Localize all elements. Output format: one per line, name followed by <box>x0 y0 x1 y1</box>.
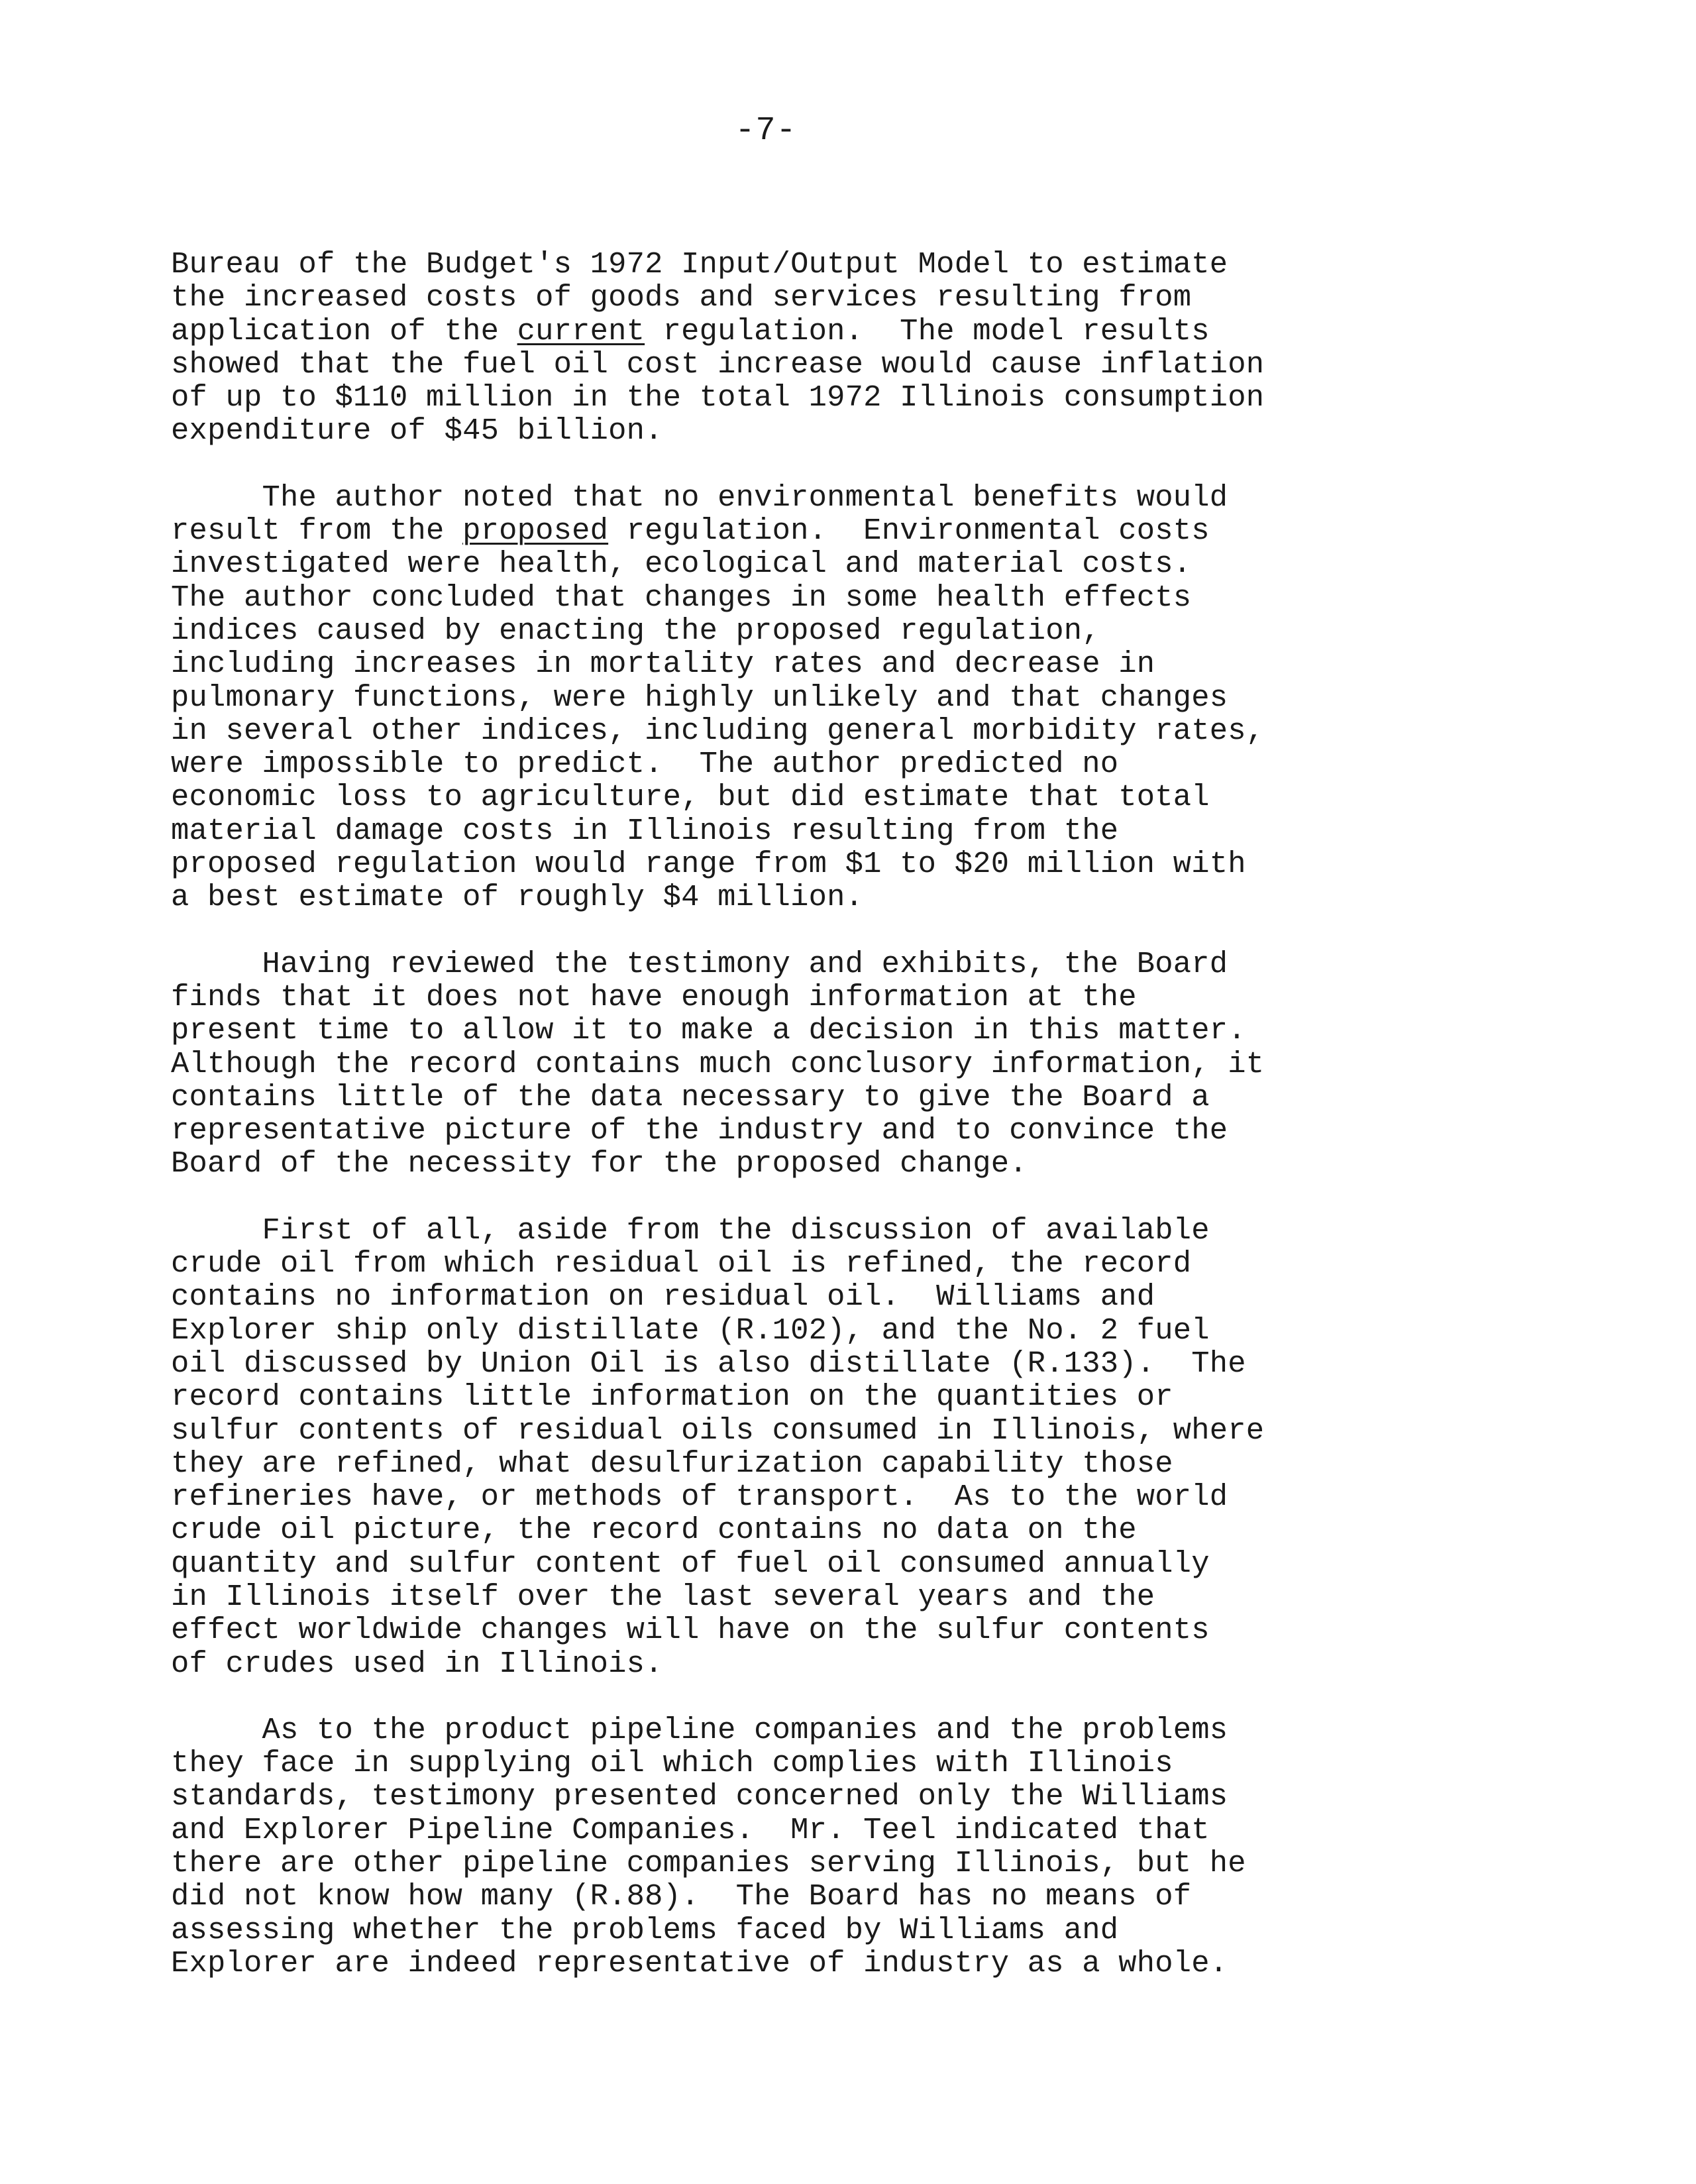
paragraph-1 <box>171 248 1589 448</box>
text-segment: contains little of the data necessary to give the Board a <box>171 1079 1210 1115</box>
text-segment: including increases in mortality rates and decrease in <box>171 647 1155 682</box>
text-line <box>171 981 1589 1014</box>
text-segment: they face in supplying oil which complies with Illinois <box>171 1746 1173 1781</box>
text-line <box>171 1314 1589 1347</box>
text-segment: indices caused by enacting the proposed regulation, <box>171 613 1100 648</box>
underlined-text: current <box>517 313 645 349</box>
text-line <box>171 747 1589 781</box>
text-line <box>171 1447 1589 1480</box>
text-segment: showed that the fuel oil cost increase would cause inflation <box>171 347 1265 382</box>
text-line <box>171 614 1589 647</box>
text-line <box>171 1014 1589 1047</box>
text-line <box>171 1547 1589 1580</box>
text-line <box>171 581 1589 614</box>
underlined-text: proposed <box>462 514 609 549</box>
text-segment: assessing whether the problems faced by Williams and <box>171 1912 1119 1947</box>
text-segment: application of the <box>171 313 517 349</box>
text-segment: they are refined, what desulfurization capability those <box>171 1446 1173 1481</box>
text-segment: the increased costs of goods and services resulting from <box>171 280 1192 315</box>
text-line <box>171 1580 1589 1613</box>
text-line <box>171 1513 1589 1547</box>
text-line <box>171 348 1589 381</box>
text-segment: sulfur contents of residual oils consumed in Illinois, where <box>171 1413 1265 1448</box>
text-line <box>171 1280 1589 1313</box>
page-number: -7- <box>735 112 797 150</box>
text-line <box>171 248 1589 281</box>
text-segment: of crudes used in Illinois. <box>171 1646 663 1681</box>
text-segment: representative picture of the industry and to convince the <box>171 1113 1228 1148</box>
text-segment: regulation. Environmental costs <box>608 514 1210 549</box>
text-segment: record contains little information on the quantities or <box>171 1380 1173 1415</box>
text-segment: contains no information on residual oil. Williams and <box>171 1280 1155 1315</box>
text-line <box>171 315 1589 348</box>
text-segment: economic loss to agriculture, but did estimate that total <box>171 780 1210 815</box>
text-segment: quantity and sulfur content of fuel oil consumed annually <box>171 1546 1210 1581</box>
paragraph-4 <box>171 1214 1589 1680</box>
text-line <box>171 1847 1589 1880</box>
text-line <box>171 1747 1589 1780</box>
text-line <box>171 1048 1589 1081</box>
text-line <box>171 1114 1589 1147</box>
text-line <box>171 647 1589 681</box>
text-segment: finds that it does not have enough information at the <box>171 979 1137 1014</box>
text-line <box>171 514 1589 547</box>
text-segment: of up to $110 million in the total 1972 Illinois consumption <box>171 380 1265 415</box>
text-segment: As to the product pipeline companies and the problems <box>171 1712 1228 1747</box>
text-segment: in Illinois itself over the last several years and the <box>171 1579 1155 1614</box>
text-segment: did not know how many (R.88). The Board has no means of <box>171 1879 1192 1914</box>
text-segment: Explorer are indeed representative of industry as a whole. <box>171 1945 1228 1981</box>
text-line <box>171 1380 1589 1413</box>
text-line <box>171 881 1589 914</box>
text-line <box>171 1613 1589 1647</box>
text-line <box>171 1081 1589 1114</box>
text-segment: expenditure of $45 billion. <box>171 413 663 449</box>
text-line <box>171 1347 1589 1380</box>
text-segment: were impossible to predict. The author predicted no <box>171 747 1119 782</box>
text-line <box>171 1714 1589 1747</box>
text-segment: standards, testimony presented concerned only the Williams <box>171 1779 1228 1814</box>
text-segment: refineries have, or methods of transport. As to the world <box>171 1480 1228 1515</box>
text-line <box>171 1914 1589 1947</box>
text-line <box>171 1780 1589 1813</box>
text-line <box>171 714 1589 747</box>
text-segment: pulmonary functions, were highly unlikely and that changes <box>171 680 1228 715</box>
text-segment: in several other indices, including general morbidity rates, <box>171 713 1265 748</box>
text-segment: effect worldwide changes will have on the sulfur contents <box>171 1613 1210 1648</box>
text-segment: investigated were health, ecological and material costs. <box>171 547 1192 582</box>
text-segment: present time to allow it to make a decision in this matter. <box>171 1013 1246 1048</box>
text-line <box>171 847 1589 881</box>
text-segment: material damage costs in Illinois resulting from the <box>171 813 1119 848</box>
text-line <box>171 1947 1589 1980</box>
text-line <box>171 481 1589 514</box>
text-segment: Although the record contains much conclusory information, it <box>171 1046 1265 1081</box>
text-segment: Explorer ship only distillate (R.102), and the No. 2 fuel <box>171 1313 1210 1348</box>
text-line <box>171 1247 1589 1280</box>
text-segment: and Explorer Pipeline Companies. Mr. Teel indicated that <box>171 1812 1210 1847</box>
text-segment: First of all, aside from the discussion of available <box>171 1213 1210 1248</box>
text-segment: there are other pipeline companies serving Illinois, but he <box>171 1846 1246 1881</box>
text-line <box>171 381 1589 414</box>
document-body <box>171 248 1589 2013</box>
text-line <box>171 547 1589 580</box>
text-line <box>171 781 1589 814</box>
text-line <box>171 681 1589 714</box>
paragraph-2 <box>171 481 1589 914</box>
paragraph-3 <box>171 948 1589 1181</box>
text-segment: a best estimate of roughly $4 million. <box>171 880 864 915</box>
text-segment: regulation. The model results <box>645 313 1210 349</box>
text-line <box>171 281 1589 314</box>
text-segment: proposed regulation would range from $1 to $20 million with <box>171 847 1246 882</box>
text-segment: crude oil picture, the record contains no data on the <box>171 1513 1137 1548</box>
text-line <box>171 414 1589 447</box>
paragraph-5 <box>171 1714 1589 1980</box>
text-line <box>171 814 1589 847</box>
text-line <box>171 1147 1589 1180</box>
text-segment: result from the <box>171 514 463 549</box>
text-line <box>171 1414 1589 1447</box>
text-line <box>171 1480 1589 1513</box>
text-segment: crude oil from which residual oil is refined, the record <box>171 1246 1192 1282</box>
text-segment: The author noted that no environmental benefits would <box>171 480 1228 515</box>
text-segment: The author concluded that changes in some health effects <box>171 580 1192 615</box>
text-line <box>171 948 1589 981</box>
text-segment: Bureau of the Budget's 1972 Input/Output Model to estimate <box>171 247 1228 282</box>
text-line <box>171 1647 1589 1680</box>
text-segment: Having reviewed the testimony and exhibits, the Board <box>171 946 1228 981</box>
text-segment: oil discussed by Union Oil is also distillate (R.133). The <box>171 1346 1246 1381</box>
text-line <box>171 1814 1589 1847</box>
text-line <box>171 1880 1589 1913</box>
text-line <box>171 1214 1589 1247</box>
text-segment: Board of the necessity for the proposed change. <box>171 1146 1028 1181</box>
